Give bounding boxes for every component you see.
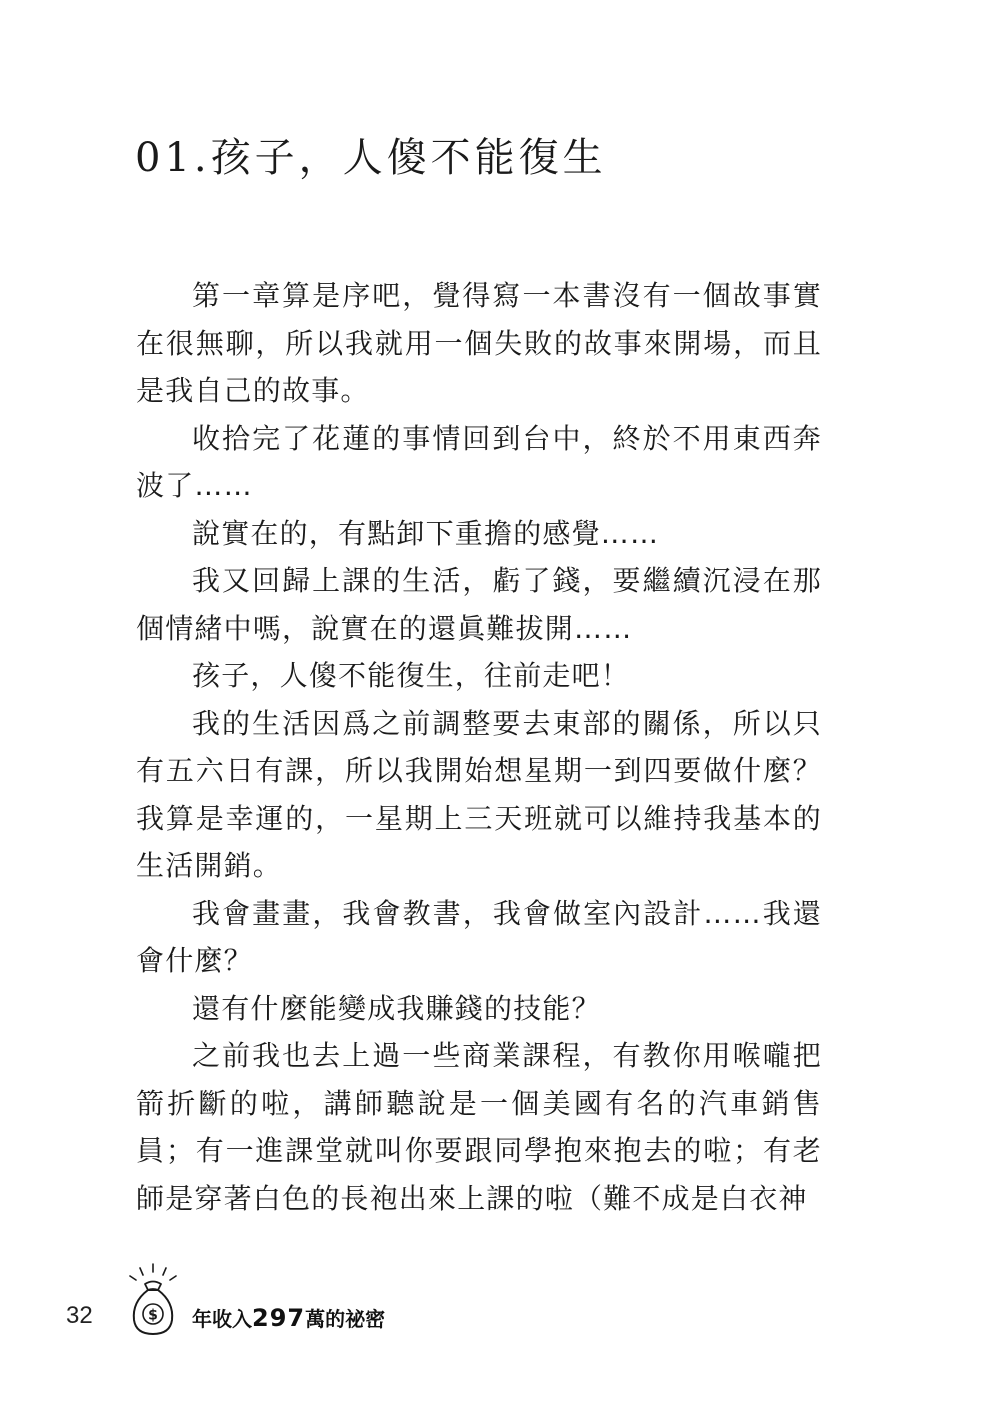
paragraph: 孩子，人傻不能復生，往前走吧！ (192, 659, 631, 692)
body-text (136, 272, 822, 1222)
book-title-suffix: 萬的祕密 (305, 1307, 386, 1331)
book-title-prefix: 年收入 (192, 1307, 252, 1331)
paragraph: 第一章算是序吧，覺得寫一本書沒有一個故事實在很無聊，所以我就用一個失敗的故事來開場，而且是我自己的故事。 (136, 279, 822, 407)
page-footer (0, 1262, 1000, 1352)
paragraph: 我又回歸上課的生活，虧了錢，要繼續沉浸在那個情緒中嗎，說實在的還眞難拔開…… (136, 564, 822, 645)
paragraph: 收拾完了花蓮的事情回到台中，終於不用東西奔波了…… (136, 421, 822, 502)
paragraph: 說實在的，有點卸下重擔的感覺…… (192, 516, 660, 550)
dollar-sign: $ (148, 1307, 158, 1324)
page-number: 32 (66, 1302, 93, 1329)
paragraph: 之前我也去上過一些商業課程，有教你用喉嚨把箭折斷的啦，講師聽說是一個美國有名的汽車銷售員；有一進課堂就叫你要跟同學抱來抱去的啦；有老師是穿著白色的長袍出來上課的啦（難不成是白衣神 (136, 1039, 822, 1215)
book-title-number: 297 (252, 1304, 306, 1332)
paragraph: 還有什麼能變成我賺錢的技能？ (192, 991, 601, 1025)
chapter-title: 01.孩子，人傻不能復生 (135, 135, 607, 181)
paragraph: 我會畫畫，我會教書，我會做室內設計……我還會什麼？ (136, 896, 822, 977)
money-bag-icon (118, 1262, 188, 1342)
book-title (192, 1306, 385, 1331)
paragraph: 我的生活因爲之前調整要去東部的關係，所以只有五六日有課，所以我開始想星期一到四要做什麼？我算是幸運的，一星期上三天班就可以維持我基本的生活開銷。 (136, 706, 822, 882)
